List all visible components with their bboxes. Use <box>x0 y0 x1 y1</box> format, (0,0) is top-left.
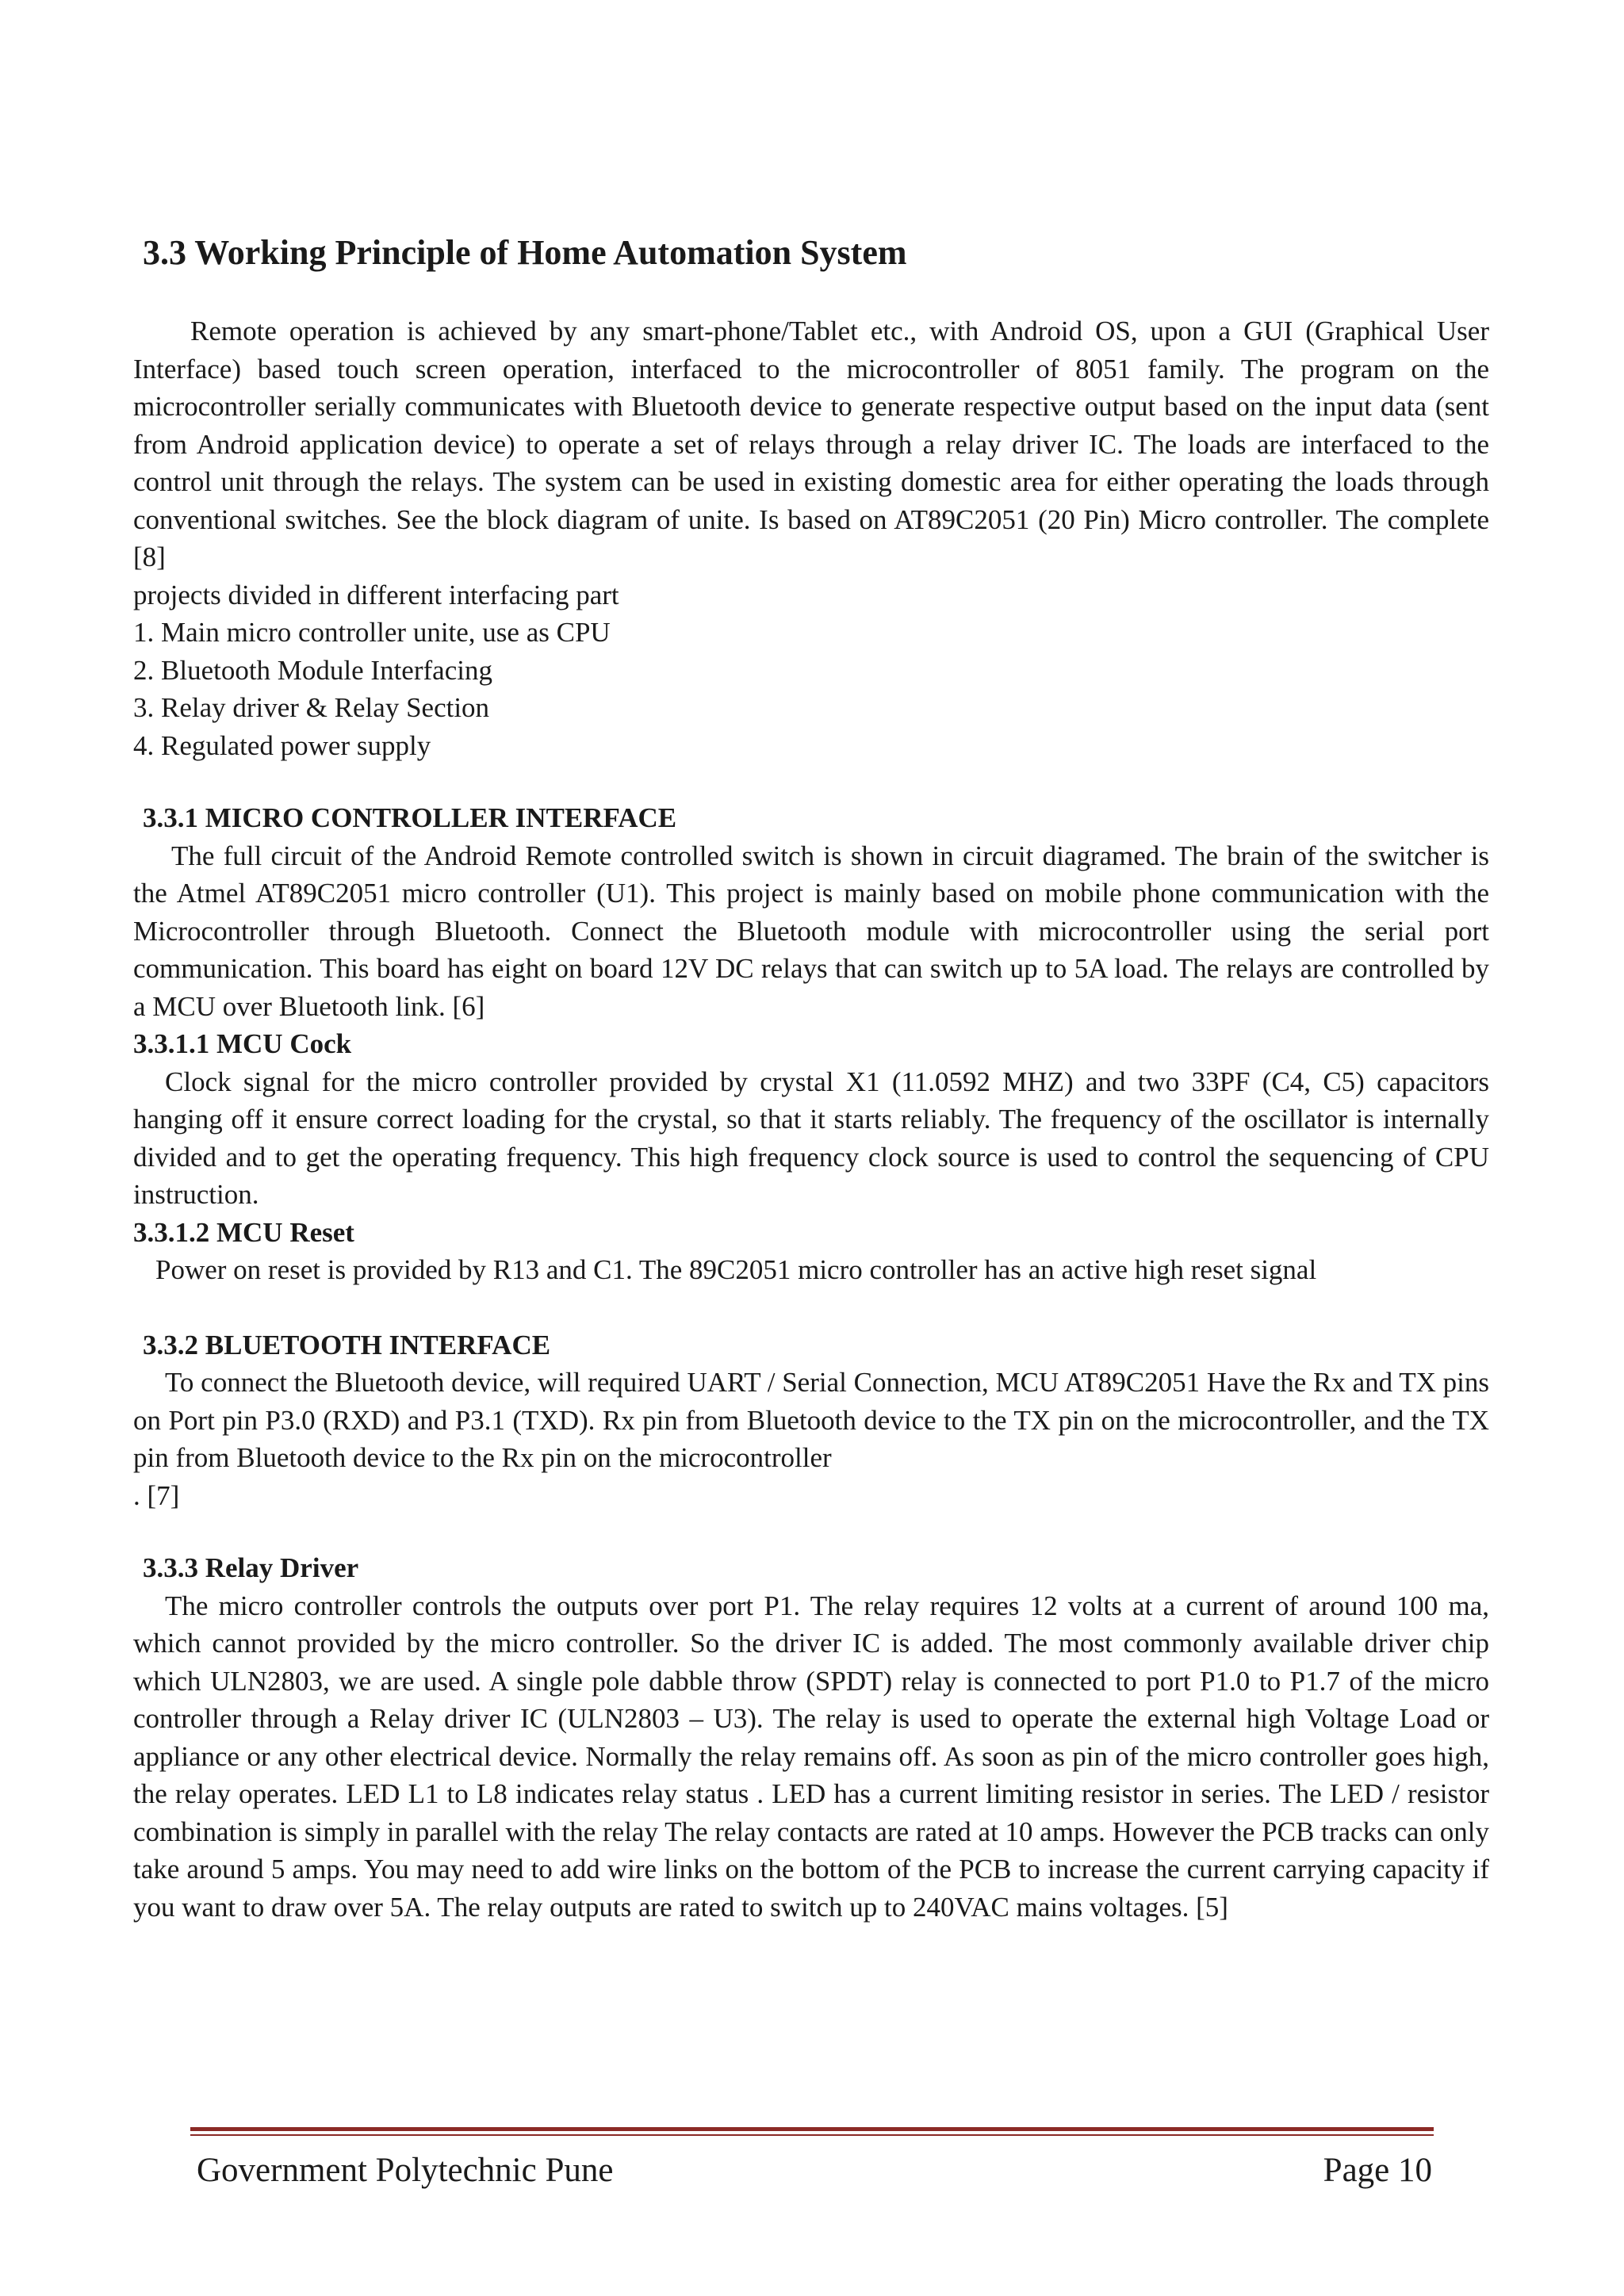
intro-lead: projects divided in different interfacing part <box>133 579 619 610</box>
relay-driver-paragraph: The micro controller controls the outputs over port P1. The relay requires 12 volts at a current of around 100 ma, which cannot provided by the micro controller. So the driver IC is added. The most commonly available driver chip which ULN2803, we are used. A single pole dabble throw (SPDT) relay is connected to port P1.0 to P1.7 of the micro controller through a Relay driver IC (ULN2803 – U3). The relay is used to operate the external high Voltage Load or appliance or any other electrical device. Normally the relay remains off. As soon as pin of the micro controller goes high, the relay operates. LED L1 to L8 indicates relay status . LED has a current limiting resistor in series. The LED / resistor combination is simply in parallel with the relay The relay contacts are rated at 10 amps. However the PCB tracks can only take around 5 amps. You may need to add wire links on the bottom of the PCB to increase the current carrying capacity if you want to draw over 5A. The relay outputs are rated to switch up to 240VAC mains voltages. [5] <box>133 1590 1489 1923</box>
section-heading-micro-controller-interface: 3.3.1 MICRO CONTROLLER INTERFACE <box>143 802 677 833</box>
list-item: 1. Main micro controller unite, use as CPU <box>133 617 611 648</box>
footer-rule <box>190 2127 1434 2131</box>
footer-page-number: Page 10 <box>1323 2152 1432 2189</box>
footer-rule-thin <box>190 2134 1434 2136</box>
micro-controller-interface-paragraph: The full circuit of the Android Remote controlled switch is shown in circuit diagramed. The brain of the switcher is the Atmel AT89C2051 micro controller (U1). This project is mainly based on mobile phone communication with the Microcontroller through Bluetooth. Connect the Bluetooth module with microcontroller using the serial port communication. This board has eight on board 12V DC relays that can switch up to 5A load. The relays are controlled by a MCU over Bluetooth link. [6] <box>133 840 1489 1022</box>
list-item: 2. Bluetooth Module Interfacing <box>133 654 492 686</box>
list-item: 4. Regulated power supply <box>133 729 431 761</box>
section-heading-bluetooth-interface: 3.3.2 BLUETOOTH INTERFACE <box>143 1329 551 1360</box>
page-content <box>133 232 1489 1926</box>
section-heading-mcu-reset: 3.3.1.2 MCU Reset <box>133 1216 354 1248</box>
mcu-reset-paragraph: Power on reset is provided by R13 and C1. The 89C2051 micro controller has an active high reset signal <box>155 1254 1317 1285</box>
interfacing-parts-list <box>133 614 1489 764</box>
bluetooth-reference: . [7] <box>133 1479 180 1511</box>
mcu-cock-paragraph: Clock signal for the micro controller provided by crystal X1 (11.0592 MHZ) and two 33PF (C4, C5) capacitors hanging off it ensure correct loading for the crystal, so that it starts reliably. The frequency of the oscillator is internally divided and to get the operating frequency. This high frequency clock source is used to control the sequencing of CPU instruction. <box>133 1066 1489 1210</box>
list-item: 3. Relay driver & Relay Section <box>133 692 490 723</box>
page-title: 3.3 Working Principle of Home Automation System <box>143 233 907 272</box>
bluetooth-interface-paragraph: To connect the Bluetooth device, will required UART / Serial Connection, MCU AT89C2051 Have the Rx and TX pins on Port pin P3.0 (RXD) and P3.1 (TXD). Rx pin from Bluetooth device to the TX pin on the microcontroller, and the TX pin from Bluetooth device to the Rx pin on the microcontroller <box>133 1367 1490 1473</box>
section-heading-relay-driver: 3.3.3 Relay Driver <box>143 1552 359 1583</box>
intro-paragraph: Remote operation is achieved by any smart-phone/Tablet etc., with Android OS, upon a GUI (Graphical User Interface) based touch screen operation, interfaced to the microcontroller of 8051 family. The program on the microcontroller serially communicates with Bluetooth device to generate respective output based on the input data (sent from Android application device) to operate a set of relays through a relay driver IC. The loads are interfaced to the control unit through the relays. The system can be used in existing domestic area for either operating the loads through conventional switches. See the block diagram of unite. Is based on AT89C2051 (20 Pin) Micro controller. The complete [8] <box>133 316 1489 572</box>
section-heading-mcu-cock: 3.3.1.1 MCU Cock <box>133 1028 352 1059</box>
footer-institution: Government Polytechnic Pune <box>197 2152 614 2189</box>
